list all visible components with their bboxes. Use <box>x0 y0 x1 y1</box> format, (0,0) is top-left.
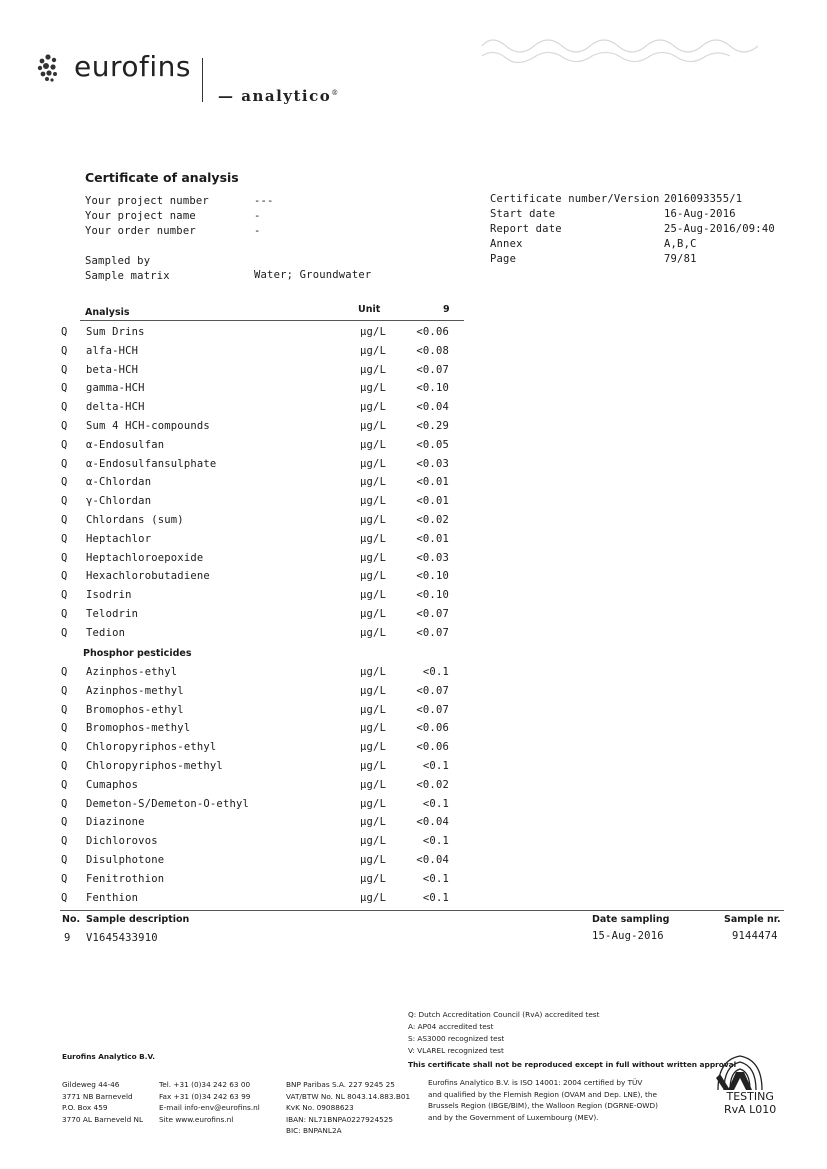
accreditation-code: Q <box>61 363 68 376</box>
accreditation-code: Q <box>61 382 68 395</box>
analyte-name: α-Chlordan <box>86 476 152 489</box>
annex-value: A,B,C <box>664 238 697 250</box>
analyte-name: Telodrin <box>86 608 139 620</box>
accreditation-code: Q <box>61 760 68 772</box>
accreditation-code: Q <box>61 420 68 432</box>
result-value: <0.02 <box>416 778 449 791</box>
table-row <box>0 760 827 778</box>
section-heading-phosphor-pesticides: Phosphor pesticides <box>83 648 192 659</box>
result-value: <0.03 <box>416 551 449 564</box>
unit-value: µg/L <box>360 703 387 716</box>
unit-value: µg/L <box>360 608 387 620</box>
unit-value: µg/L <box>360 684 387 697</box>
table-header-divider <box>80 320 464 321</box>
legend-q: Q: Dutch Accreditation Council (RvA) accredited test <box>408 1010 600 1019</box>
accreditation-code: Q <box>61 778 68 791</box>
brand-name: eurofins <box>74 50 191 83</box>
result-value: <0.08 <box>416 344 449 357</box>
accreditation-code: Q <box>61 854 68 866</box>
analyte-name: Dichlorovos <box>86 835 158 848</box>
accreditation-code: Q <box>61 608 68 620</box>
result-value: <0.1 <box>422 797 449 810</box>
result-value: <0.06 <box>416 326 449 338</box>
accreditation-code: Q <box>61 797 68 810</box>
date-sampling-header: Date sampling <box>592 914 670 925</box>
unit-value: µg/L <box>360 514 387 526</box>
unit-value: µg/L <box>360 532 387 545</box>
analyte-name: Hexachlorobutadiene <box>86 570 210 583</box>
sample-no-header: No. <box>62 914 81 925</box>
brand-subtitle: — analytico® <box>218 87 340 105</box>
result-value: <0.04 <box>416 854 449 866</box>
table-row <box>0 704 827 722</box>
analyte-name: Sum 4 HCH-compounds <box>86 420 210 432</box>
report-date-value: 25-Aug-2016/09:40 <box>664 223 775 235</box>
sample-description-header: Sample description <box>86 914 190 925</box>
sample-matrix-label: Sample matrix <box>85 270 170 282</box>
legend-v: V: VLAREL recognized test <box>408 1046 504 1055</box>
result-value: <0.10 <box>416 382 449 395</box>
faded-stamp-icon <box>478 28 798 78</box>
analyte-name: Isodrin <box>86 589 132 602</box>
footer-bank: BNP Paribas S.A. 227 9245 25 VAT/BTW No. NL 8043.14.883.B01 KvK No. 09088623 IBAN: NL71BNPA0227924525 BIC: BNPANL2A <box>286 1080 411 1135</box>
table-row <box>0 722 827 740</box>
analyte-name: Azinphos-ethyl <box>86 666 178 678</box>
table-row <box>0 570 827 588</box>
unit-value: µg/L <box>360 589 387 602</box>
sample-nr-value: 9144474 <box>732 930 778 942</box>
table-row <box>0 816 827 834</box>
table-row <box>0 741 827 759</box>
table-row <box>0 666 827 684</box>
unit-value: µg/L <box>360 666 387 678</box>
table-row <box>0 798 827 816</box>
accreditation-code: Q <box>61 741 68 754</box>
logo-divider <box>202 58 203 102</box>
table-row <box>0 854 827 872</box>
analyte-name: Heptachloroepoxide <box>86 551 204 564</box>
accreditation-code: Q <box>61 891 68 904</box>
accreditation-code: Q <box>61 495 68 508</box>
result-value: <0.10 <box>416 589 449 602</box>
analyte-name: delta-HCH <box>86 401 145 414</box>
analyte-name: γ-Chlordan <box>86 495 152 508</box>
sampled-by-label: Sampled by <box>85 255 151 267</box>
analyte-name: gamma-HCH <box>86 382 145 395</box>
analyte-name: α-Endosulfansulphate <box>86 457 217 470</box>
unit-value: µg/L <box>360 457 387 470</box>
project-number-value: --- <box>254 195 274 207</box>
certificate-number-value: 2016093355/1 <box>664 193 743 205</box>
table-row <box>0 458 827 476</box>
column-header-analysis: Analysis <box>85 307 130 318</box>
accreditation-code: Q <box>61 722 68 735</box>
start-date-value: 16-Aug-2016 <box>664 208 736 220</box>
accreditation-code: Q <box>61 666 68 678</box>
footer-company: Eurofins Analytico B.V. <box>62 1052 155 1061</box>
legend-s: S: AS3000 recognized test <box>408 1034 505 1043</box>
result-value: <0.01 <box>416 476 449 489</box>
sample-no-value: 9 <box>64 932 71 944</box>
table-row <box>0 345 827 363</box>
table-row <box>0 552 827 570</box>
project-number-label: Your project number <box>85 195 209 207</box>
unit-value: µg/L <box>360 816 387 829</box>
analyte-name: Disulphotone <box>86 854 165 866</box>
table-row <box>0 627 827 645</box>
table-row <box>0 533 827 551</box>
result-value: <0.1 <box>422 872 449 885</box>
project-name-value: - <box>254 210 261 222</box>
page-title: Certificate of analysis <box>85 170 239 185</box>
accreditation-code: Q <box>61 551 68 564</box>
unit-value: µg/L <box>360 420 387 432</box>
unit-value: µg/L <box>360 722 387 735</box>
accreditation-code: Q <box>61 344 68 357</box>
accreditation-code: Q <box>61 626 68 639</box>
result-value: <0.04 <box>416 401 449 414</box>
column-header-sample: 9 <box>443 304 450 315</box>
table-row <box>0 608 827 626</box>
analyte-name: Sum Drins <box>86 326 145 338</box>
result-value: <0.10 <box>416 570 449 583</box>
unit-value: µg/L <box>360 854 387 866</box>
analyte-name: α-Endosulfan <box>86 438 165 451</box>
report-date-label: Report date <box>490 223 562 235</box>
analyte-name: alfa-HCH <box>86 344 139 357</box>
unit-value: µg/L <box>360 760 387 772</box>
analyte-name: Heptachlor <box>86 532 152 545</box>
sample-matrix-value: Water; Groundwater <box>254 269 372 281</box>
result-value: <0.06 <box>416 741 449 754</box>
result-value: <0.29 <box>416 420 449 432</box>
unit-value: µg/L <box>360 495 387 508</box>
analyte-name: Tedion <box>86 626 126 639</box>
legend-a: A: AP04 accredited test <box>408 1022 494 1031</box>
table-row <box>0 892 827 910</box>
accreditation-code: Q <box>61 326 68 338</box>
result-value: <0.04 <box>416 816 449 829</box>
table-row <box>0 779 827 797</box>
page-value: 79/81 <box>664 253 697 265</box>
result-value: <0.07 <box>416 626 449 639</box>
order-number-value: - <box>254 225 261 237</box>
accreditation-code: Q <box>61 570 68 583</box>
sample-description-divider <box>60 910 784 911</box>
analyte-name: Bromophos-ethyl <box>86 703 184 716</box>
sample-nr-header: Sample nr. <box>724 914 781 925</box>
table-row <box>0 420 827 438</box>
result-value: <0.07 <box>416 703 449 716</box>
unit-value: µg/L <box>360 891 387 904</box>
table-row <box>0 382 827 400</box>
unit-value: µg/L <box>360 401 387 414</box>
accreditation-code: Q <box>61 532 68 545</box>
unit-value: µg/L <box>360 551 387 564</box>
result-value: <0.1 <box>422 835 449 848</box>
result-value: <0.07 <box>416 608 449 620</box>
table-row <box>0 873 827 891</box>
table-row <box>0 326 827 344</box>
result-value: <0.1 <box>422 666 449 678</box>
unit-value: µg/L <box>360 363 387 376</box>
accreditation-code: Q <box>61 872 68 885</box>
accreditation-code: Q <box>61 457 68 470</box>
analyte-name: Chloropyriphos-methyl <box>86 760 223 772</box>
result-value: <0.07 <box>416 684 449 697</box>
table-row <box>0 364 827 382</box>
accreditation-code: Q <box>61 401 68 414</box>
accreditation-code: Q <box>61 684 68 697</box>
result-value: <0.05 <box>416 438 449 451</box>
unit-value: µg/L <box>360 382 387 395</box>
analyte-name: beta-HCH <box>86 363 139 376</box>
accreditation-code: Q <box>61 589 68 602</box>
analyte-name: Bromophos-methyl <box>86 722 191 735</box>
unit-value: µg/L <box>360 835 387 848</box>
unit-value: µg/L <box>360 570 387 583</box>
analyte-name: Cumaphos <box>86 778 139 791</box>
sample-description-value: V1645433910 <box>86 932 158 944</box>
eurofins-logo-icon <box>36 52 70 86</box>
footer-contact: Tel. +31 (0)34 242 63 00 Fax +31 (0)34 242 63 99 E-mail info-env@eurofins.nl Site www.eurofins.nl <box>159 1080 260 1124</box>
project-name-label: Your project name <box>85 210 196 222</box>
unit-value: µg/L <box>360 626 387 639</box>
rva-accreditation-icon <box>700 1046 780 1092</box>
annex-label: Annex <box>490 238 523 250</box>
table-row <box>0 685 827 703</box>
accreditation-code: Q <box>61 703 68 716</box>
accreditation-code: Q <box>61 438 68 451</box>
footer-address: Gildeweg 44-46 3771 NB Barneveld P.O. Box 459 3770 AL Barneveld NL <box>62 1080 144 1124</box>
column-header-unit: Unit <box>358 304 381 315</box>
page-label: Page <box>490 253 517 265</box>
start-date-label: Start date <box>490 208 556 220</box>
analyte-name: Fenthion <box>86 891 139 904</box>
analyte-name: Chlordans (sum) <box>86 514 184 526</box>
result-value: <0.1 <box>422 891 449 904</box>
analyte-name: Chloropyriphos-ethyl <box>86 741 217 754</box>
footer-certification: Eurofins Analytico B.V. is ISO 14001: 2004 certified by TÜV and qualified by the Flemish Region (OVAM and Dep. LNE), the Brussels Region (IBGE/BIM), the Walloon Region (DGRNE-OWD) and by the Government of Luxembourg (MEV). <box>428 1078 658 1122</box>
unit-value: µg/L <box>360 741 387 754</box>
order-number-label: Your order number <box>85 225 196 237</box>
accreditation-code: Q <box>61 476 68 489</box>
table-row <box>0 495 827 513</box>
result-value: <0.06 <box>416 722 449 735</box>
result-value: <0.02 <box>416 514 449 526</box>
reproduction-notice: This certificate shall not be reproduced except in full without written approval <box>408 1060 737 1069</box>
result-value: <0.01 <box>416 495 449 508</box>
unit-value: µg/L <box>360 438 387 451</box>
analyte-name: Fenitrothion <box>86 872 165 885</box>
result-value: <0.03 <box>416 457 449 470</box>
testing-badge-label: TESTING RvA L010 <box>724 1090 777 1116</box>
result-value: <0.07 <box>416 363 449 376</box>
table-row <box>0 835 827 853</box>
date-sampling-value: 15-Aug-2016 <box>592 930 664 942</box>
analyte-name: Azinphos-methyl <box>86 684 184 697</box>
table-row <box>0 476 827 494</box>
accreditation-code: Q <box>61 835 68 848</box>
unit-value: µg/L <box>360 326 387 338</box>
result-value: <0.1 <box>422 760 449 772</box>
certificate-number-label: Certificate number/Version <box>490 193 660 205</box>
unit-value: µg/L <box>360 797 387 810</box>
table-row <box>0 401 827 419</box>
unit-value: µg/L <box>360 476 387 489</box>
unit-value: µg/L <box>360 872 387 885</box>
analyte-name: Demeton-S/Demeton-O-ethyl <box>86 797 250 810</box>
result-value: <0.01 <box>416 532 449 545</box>
accreditation-code: Q <box>61 816 68 829</box>
accreditation-code: Q <box>61 514 68 526</box>
table-row <box>0 514 827 532</box>
unit-value: µg/L <box>360 778 387 791</box>
table-row <box>0 439 827 457</box>
unit-value: µg/L <box>360 344 387 357</box>
table-row <box>0 589 827 607</box>
analyte-name: Diazinone <box>86 816 145 829</box>
